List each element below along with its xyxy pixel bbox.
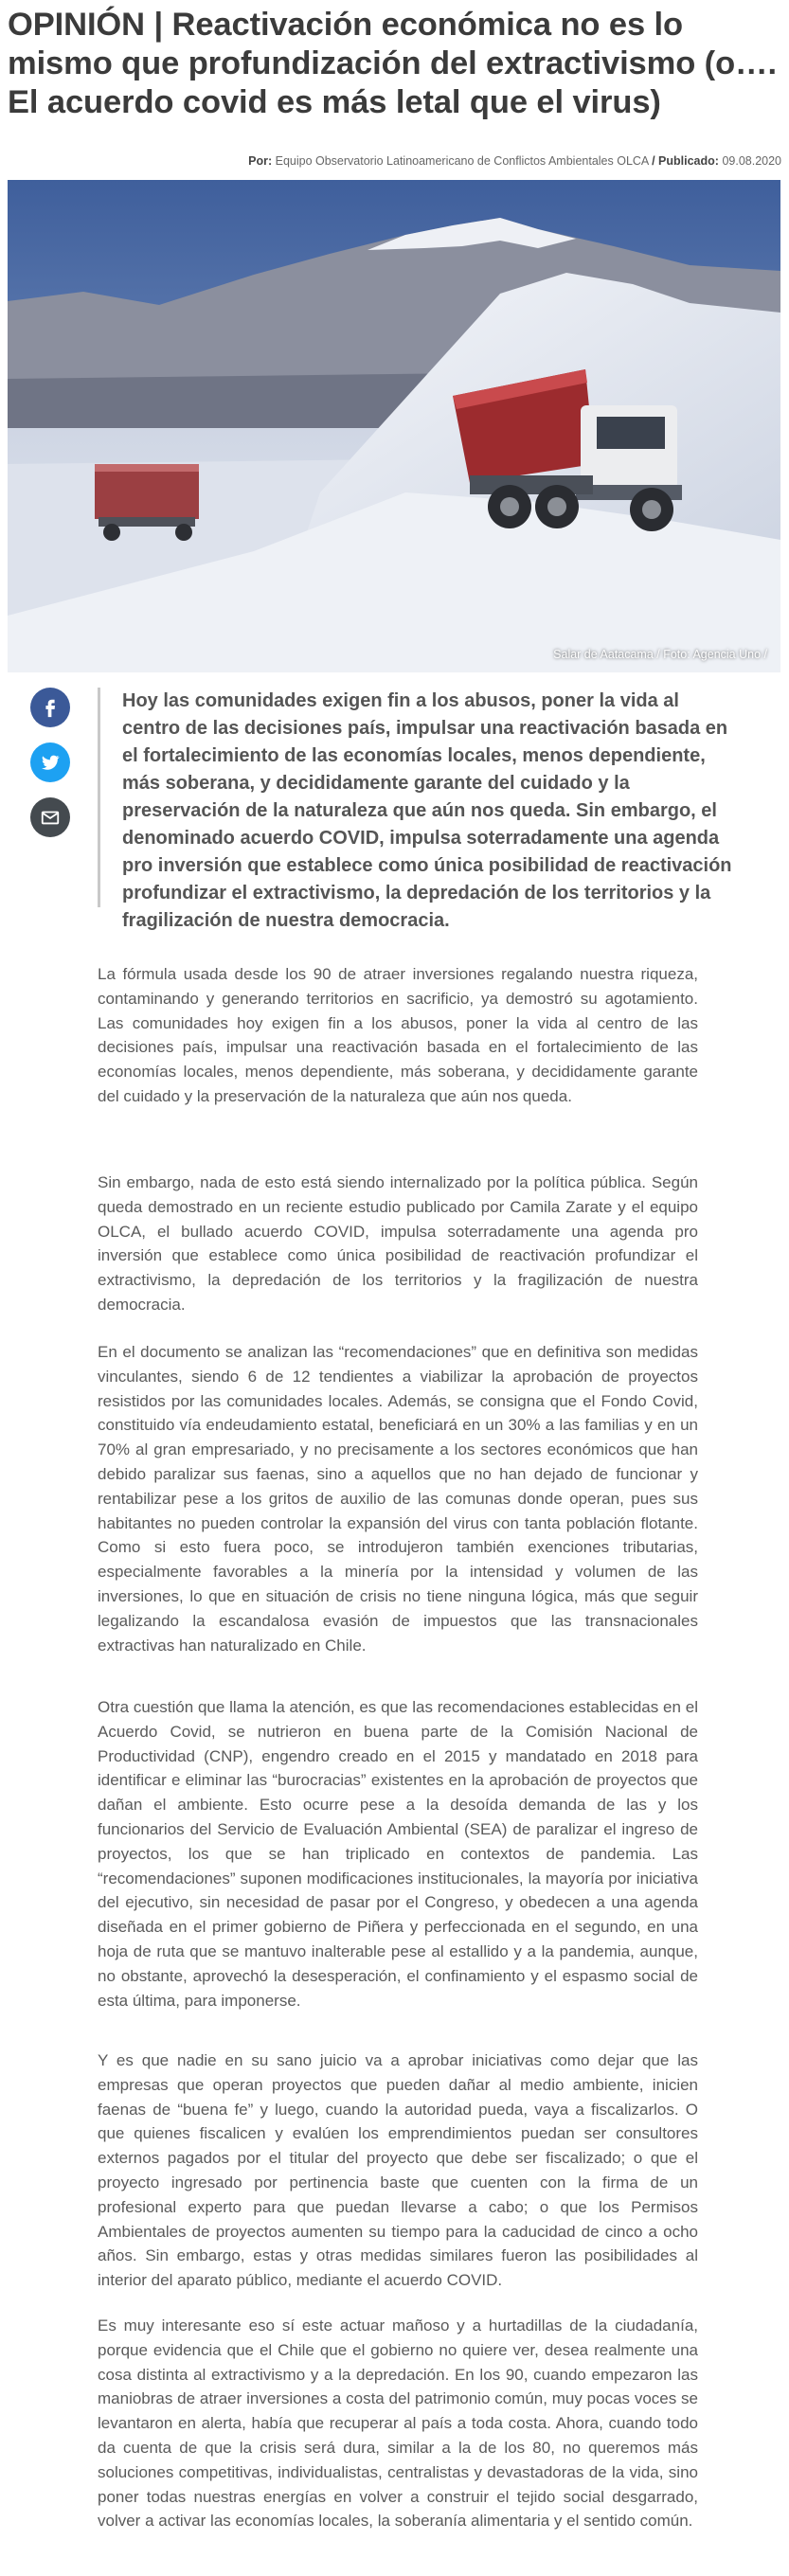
- image-caption: Salar de Aatacama / Foto: Agencia Uno /: [553, 648, 767, 661]
- salt-flat-trucks-photo: [8, 180, 780, 672]
- meta-separator: /: [652, 154, 655, 168]
- article-paragraph: La fórmula usada desde los 90 de atraer inversiones regalando nuestra riqueza, contaminando y generando territorios en sacrificio, ya demostró su agotamiento. Las comunidades hoy exigen fin a los abusos, poner la vida al centro de las decisiones país, impulsar una reactivación basada en el fortalecimiento de las economías locales, menos dependiente, más soberana, y decididamente garante del cuidado y la preservación de la naturaleza que aún nos queda.: [98, 965, 698, 1105]
- published-date: 09.08.2020: [722, 154, 781, 168]
- article-paragraph: Y es que nadie en su sano juicio va a aprobar iniciativas como dejar que las empresas que operan proyectos que pueden dañar al medio ambiente, inicien faenas de “buena fe” y luego, cuando la autoridad pueda, vaya a fiscalizarlos. O que quienes fiscalicen y evalúen los emprendimientos puedan ser consultores externos pagados por el titular del proyecto que debe ser fiscalizado; o que el proyecto ingresado por pertinencia baste que cuenten con la firma de un profesional experto para que puedan llevarse a cabo; o que los Permisos Ambientales de proyectos aumenten su tiempo para la caducidad de cinco a ocho años. Sin embargo, estas y otras medidas similares fueron las posibilidades al interior del aparato público, mediante el acuerdo COVID.: [98, 2051, 698, 2290]
- share-email-button[interactable]: [30, 797, 70, 837]
- facebook-icon: [40, 697, 61, 718]
- hero-image: [8, 180, 780, 672]
- author-label: Por:: [248, 154, 273, 168]
- article-paragraph: En el documento se analizan las “recomendaciones” que en definitiva son medidas vinculantes, siendo 6 de 12 tendientes a viabilizar la aprobación de proyectos resistidos por las comunidades locales. Además, se consigna que el Fondo Covid, constituido vía endeudamiento estatal, beneficiará en un 30% a las familias y en un 70% al gran empresariado, y no precisamente a los sectores económicos que han debido paralizar sus faenas, sino a aquellos que no han dejado de funcionar y rentabilizar pese a los gritos de auxilio de las comunas donde operan, pues sus habitantes no pueden controlar la expansión del virus con tanta población flotante. Como si esto fuera poco, se introdujeron también exenciones tributarias, especialmente favorables a la minería por la intensidad y volumen de las inversiones, lo que en situación de crisis no tiene ninguna lógica, más que seguir legalizando la escandalosa evasión de impuestos que las transnacionales extractivas han naturalizado en Chile.: [98, 1343, 698, 1655]
- share-twitter-button[interactable]: [30, 742, 70, 782]
- article-lead: Hoy las comunidades exigen fin a los abusos, poner la vida al centro de las decisiones país, impulsar una reactivación basada en el fortalecimiento de las economías locales, menos dependiente, más soberana, y decididamente garante del cuidado y la preservación de la naturaleza que aún nos queda. Sin embargo, el denominado acuerdo COVID, impulsa soterradamente una agenda pro inversión que establece como única posibilidad de reactivación profundizar el extractivismo, la depredación de los territorios y la fragilización de nuestra democracia.: [98, 688, 734, 907]
- published-label: Publicado:: [658, 154, 719, 168]
- article-paragraph: Sin embargo, nada de esto está siendo internalizado por la política pública. Según queda demostrado en un reciente estudio publicado por Camila Zarate y el equipo OLCA, el bullado acuerdo COVID, impulsa soterradamente una agenda pro inversión que establece como única posibilidad de reactivación profundizar el extractivismo, la depredación de los territorios y la fragilización de nuestra democracia.: [98, 1173, 698, 1314]
- article-title: OPINIÓN | Reactivación económica no es lo mismo que profundización del extractivismo (o…. El acuerdo covid es más letal que el virus): [8, 7, 777, 120]
- twitter-icon: [40, 752, 61, 773]
- author-name[interactable]: Equipo Observatorio Latinoamericano de Conflictos Ambientales OLCA: [275, 154, 649, 168]
- share-facebook-button[interactable]: [30, 688, 70, 727]
- article-paragraph: Es muy interesante eso sí este actuar mañoso y a hurtadillas de la ciudadanía, porque evidencia que el Chile que el gobierno no quiere ver, desea realmente una cosa distinta al extractivismo y a la depredación. En los 90, cuando empezaron las maniobras de atraer inversiones a costa del patrimonio común, muy pocas voces se levantaron en alerta, había que recuperar al país a toda costa. Ahora, cuando todo da cuenta de que la crisis será dura, similar a la de los 80, no queremos más soluciones competitivas, individualistas, centralistas y devastadoras de la vida, sino poner todas nuestras energías en volver a construir el tejido social desgarrado, volver a activar las economías locales, la soberanía alimentaria y el sentido común.: [98, 2317, 698, 2531]
- article-paragraph: Otra cuestión que llama la atención, es que las recomendaciones establecidas en el Acuerdo Covid, se nutrieron en buena parte de la Comisión Nacional de Productividad (CNP), engendro creado en el 2015 y mandatado en 2018 para identificar e eliminar las “burocracias” existentes en la aprobación de proyectos que dañan el ambiente. Esto ocurre pese a la desoída demanda de las y los funcionarios del Servicio de Evaluación Ambiental (SEA) de paralizar el ingreso de proyectos, los que se han triplicado en contextos de pandemia. Las “recomendaciones” suponen modificaciones institucionales, la mayoría por iniciativa del ejecutivo, sin necesidad de pasar por el Congreso, y obedecen a una agenda diseñada en el primer gobierno de Piñera y perfeccionada en el segundo, en una hoja de ruta que se mantuvo inalterable pese al estallido y a la pandemia, aunque, no obstante, aprovechó la desesperación, el confinamiento y el espasmo social de esta última, para imponerse.: [98, 1698, 698, 2010]
- article-meta: [248, 154, 781, 168]
- email-icon: [40, 807, 61, 828]
